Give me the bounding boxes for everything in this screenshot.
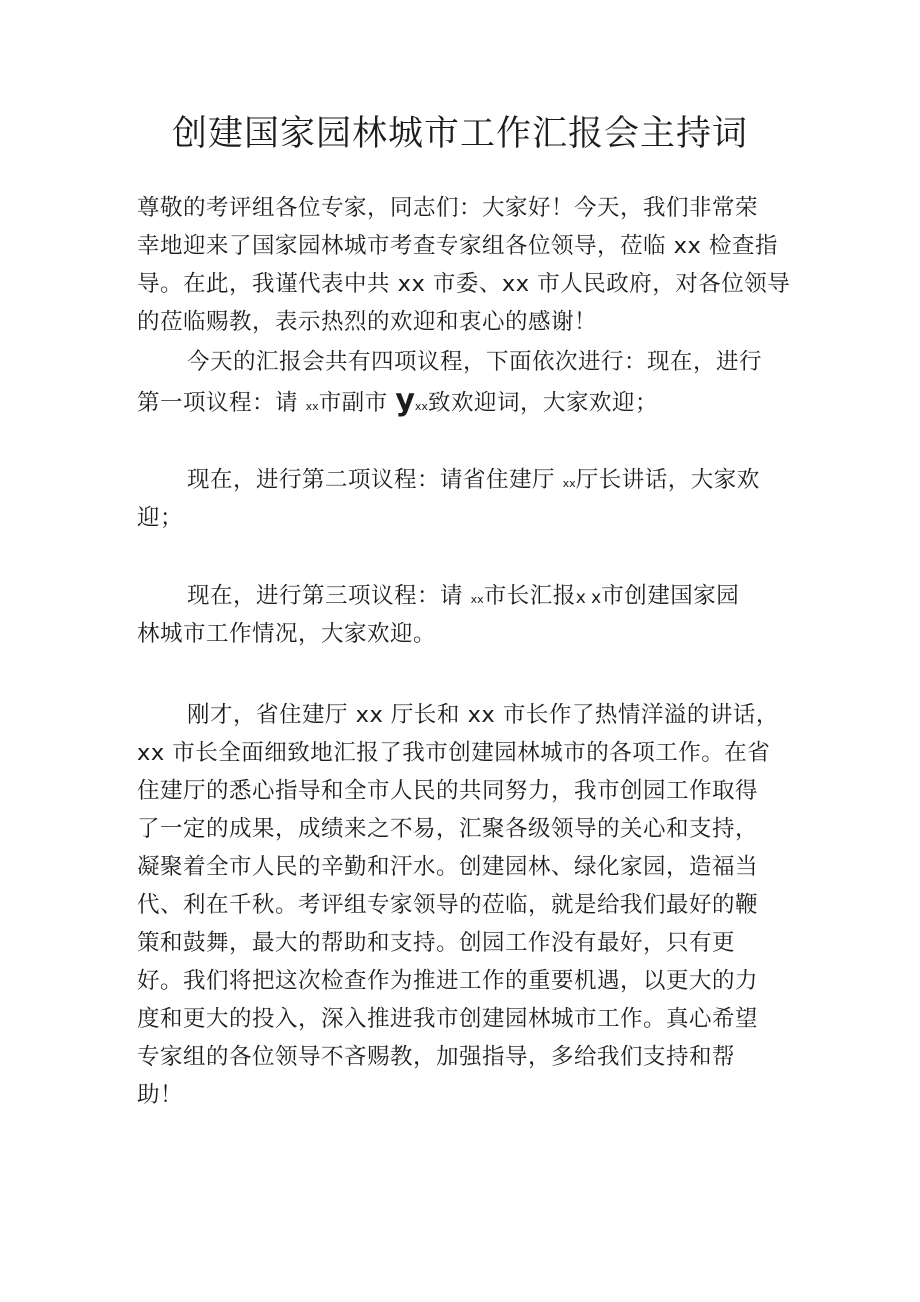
- paragraph-1-line-3: 导。在此，我谨代表中共 xx 市委、xx 市人民政府，对各位领导: [137, 271, 791, 297]
- text-segment: 厅长讲话，大家欢: [575, 467, 760, 493]
- placeholder-xx: xx: [470, 593, 484, 606]
- placeholder-y: y: [395, 383, 415, 418]
- paragraph-5-line-6: 代、利在千秋。考评组专家领导的莅临，就是给我们最好的鞭: [137, 892, 759, 918]
- paragraph-5-line-7: 策和鼓舞，最大的帮助和支持。创园工作没有最好，只有更: [137, 930, 736, 956]
- paragraph-4-line-1: [187, 581, 787, 615]
- paragraph-3-line-1: [187, 465, 787, 499]
- paragraph-5-line-3: 住建厅的悉心指导和全市人民的共同努力，我市创园工作取得: [137, 778, 759, 804]
- paragraph-3-line-2: 迎；: [137, 505, 184, 531]
- paragraph-1-line-1: 尊敬的考评组各位专家，同志们：大家好！今天，我们非常荣: [137, 195, 759, 221]
- placeholder-xx: xx: [562, 477, 576, 490]
- paragraph-1-line-4: 的莅临赐教，表示热烈的欢迎和衷心的感谢！: [137, 309, 598, 335]
- text-segment: 现在，进行第三项议程：请: [187, 583, 471, 609]
- paragraph-5-line-8: 好。我们将把这次检查作为推进工作的重要机遇，以更大的力: [137, 968, 759, 994]
- text-segment: 致欢迎词，大家欢迎；: [427, 390, 658, 416]
- document-title: 创建国家园林城市工作汇报会主持词: [171, 114, 748, 154]
- paragraph-2-line-1: 今天的汇报会共有四项议程，下面依次进行：现在，进行: [187, 349, 763, 375]
- paragraph-5-line-9: 度和更大的投入，深入推进我市创建园林城市工作。真心希望: [137, 1006, 759, 1032]
- paragraph-1-line-2: 幸地迎来了国家园林城市考查专家组各位领导，莅临 xx 检查指: [137, 233, 778, 259]
- placeholder-x-x: x x: [575, 588, 602, 608]
- paragraph-5-line-11: 助！: [137, 1082, 184, 1108]
- paragraph-5-line-1: 刚才，省住建厅 xx 厅长和 xx 市长作了热情洋溢的讲话，: [187, 702, 779, 728]
- paragraph-2-line-2: [137, 383, 787, 422]
- placeholder-xx: xx: [305, 400, 319, 413]
- text-segment: 市长汇报: [483, 583, 576, 609]
- paragraph-4-line-2: 林城市工作情况，大家欢迎。: [137, 621, 437, 647]
- paragraph-5-line-10: 专家组的各位领导不吝赐教，加强指导，多给我们支持和帮: [137, 1044, 736, 1070]
- text-segment: 市创建国家园: [601, 583, 740, 609]
- text-segment: 现在，进行第二项议程：请省住建厅: [187, 467, 563, 493]
- paragraph-5-line-2: xx 市长全面细致地汇报了我市创建园林城市的各项工作。在省: [137, 740, 771, 766]
- paragraph-5-line-5: 凝聚着全市人民的辛勤和汗水。创建园林、绿化家园，造福当: [137, 854, 759, 880]
- paragraph-5-line-4: 了一定的成果，成绩来之不易，汇聚各级领导的关心和支持，: [137, 816, 759, 842]
- text-segment: 市副市: [318, 390, 396, 416]
- placeholder-xx: xx: [414, 400, 428, 413]
- text-segment: 第一项议程：请: [137, 390, 306, 416]
